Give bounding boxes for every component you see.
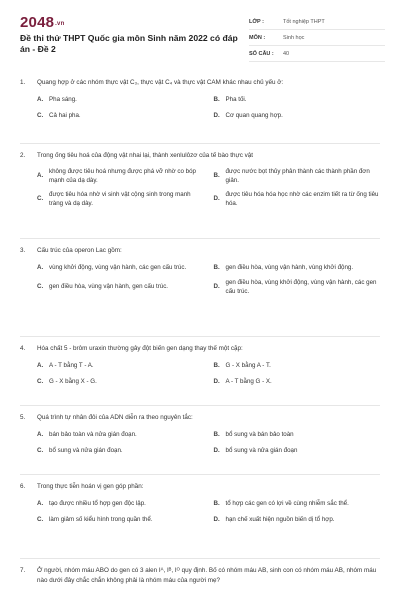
- option-letter: D.: [213, 111, 220, 119]
- answer-options: [37, 262, 380, 296]
- divider: [20, 558, 380, 559]
- question-5: [20, 413, 380, 456]
- option-d[interactable]: [214, 110, 381, 121]
- meta-row-count: [249, 46, 385, 62]
- option-text: G - X bằng X - G.: [49, 377, 97, 385]
- option-a[interactable]: [37, 262, 204, 273]
- logo-suffix: .vn: [55, 21, 65, 27]
- option-letter: B.: [213, 361, 220, 369]
- meta-value: Sinh học: [283, 34, 305, 41]
- question-4: [20, 344, 380, 387]
- option-d[interactable]: [214, 190, 381, 208]
- question-stem: Hóa chất 5 - brôm uraxin thường gây đột biến gen dạng thay thế một cặp:: [37, 345, 243, 352]
- option-text: G - X bằng A - T.: [225, 361, 271, 369]
- page-title: Đề thi thử THPT Quốc gia môn Sinh năm 2022 có đáp án - Đề 2: [20, 33, 238, 54]
- option-letter: A.: [37, 95, 44, 103]
- meta-label: LỚP :: [249, 18, 264, 25]
- option-a[interactable]: [37, 498, 204, 509]
- option-a[interactable]: [37, 360, 204, 371]
- question-number: 6.: [20, 483, 26, 490]
- option-text: bổ sung và nửa gián đoạn.: [49, 446, 123, 454]
- option-letter: C.: [37, 111, 44, 119]
- meta-value: Tốt nghiệp THPT: [283, 18, 325, 25]
- divider: [20, 474, 380, 475]
- option-text: hạn chế xuất hiện nguồn biến dị tổ hợp.: [225, 515, 335, 523]
- option-text: Cả hai pha.: [49, 111, 81, 119]
- option-letter: B.: [213, 263, 220, 271]
- option-letter: C.: [37, 377, 44, 385]
- divider: [20, 405, 380, 406]
- question-stem: Cấu trúc của operon Lac gồm:: [37, 247, 122, 254]
- option-letter: A.: [37, 172, 44, 179]
- option-d[interactable]: [214, 278, 381, 296]
- answer-options: [37, 94, 380, 121]
- divider: [20, 238, 380, 239]
- option-letter: B.: [213, 430, 220, 438]
- divider: [20, 336, 380, 337]
- option-text: làm giảm số kiểu hình trong quần thể.: [49, 515, 153, 523]
- option-text: Pha sáng.: [49, 95, 77, 103]
- option-text: A - T bằng G - X.: [225, 377, 272, 385]
- option-text: Cơ quan quang hợp.: [225, 111, 283, 119]
- option-letter: D.: [213, 515, 220, 523]
- option-b[interactable]: [214, 360, 381, 371]
- option-text: bổ sung và nửa gián đoạn: [225, 446, 298, 454]
- meta-row-class: [249, 14, 385, 30]
- option-letter: C.: [37, 515, 44, 523]
- question-stem: Quá trình tự nhân đôi của ADN diễn ra theo nguyên tắc:: [37, 414, 193, 421]
- question-number: 3.: [20, 247, 26, 254]
- question-stem: Trong ống tiêu hoá của động vật nhai lại, thành xenlulôzơ của tế bào thực vật: [37, 152, 254, 159]
- option-text: tạo được nhiều tổ hợp gen độc lập.: [49, 499, 146, 507]
- site-logo[interactable]: [20, 14, 64, 31]
- option-c[interactable]: [37, 445, 204, 456]
- option-a[interactable]: [37, 167, 204, 185]
- option-letter: B.: [213, 172, 220, 179]
- question-stem: Trong thực tiễn hoán vị gen góp phần:: [37, 483, 144, 490]
- option-letter: A.: [37, 263, 44, 271]
- option-b[interactable]: [214, 429, 381, 440]
- meta-row-subject: [249, 30, 385, 46]
- question-2: [20, 151, 380, 208]
- option-d[interactable]: [214, 514, 381, 525]
- question-stem: Quang hợp ở các nhóm thực vật C₃, thực vật C₄ và thực vật CAM khác nhau chủ yếu ở:: [37, 79, 284, 86]
- answer-options: [37, 429, 380, 456]
- option-text: không được tiêu hoá nhưng được phá vỡ nhờ co bóp mạnh của dạ dày.: [49, 167, 196, 184]
- question-number: 2.: [20, 152, 26, 159]
- option-letter: D.: [213, 446, 220, 454]
- question-7: [20, 566, 380, 585]
- question-number: 1.: [20, 79, 26, 86]
- option-c[interactable]: [37, 278, 204, 296]
- option-b[interactable]: [214, 498, 381, 509]
- option-letter: A.: [37, 499, 44, 507]
- option-d[interactable]: [214, 376, 381, 387]
- option-text: được tiêu hóa hóa học nhờ các enzim tiết ra từ ống tiêu hóa.: [225, 190, 379, 207]
- option-c[interactable]: [37, 190, 204, 208]
- option-d[interactable]: [214, 445, 381, 456]
- option-b[interactable]: [214, 262, 381, 273]
- option-c[interactable]: [37, 110, 204, 121]
- meta-value: 40: [283, 50, 290, 57]
- question-stem: Ở người, nhóm máu ABO do gen có 3 alen Iᴬ, Iᴮ, Iᴼ quy định. Bố có nhóm máu AB, sinh con có nhóm máu AB, nhóm máu nào dưới đây chắc chắn không phải là nhóm máu của người mẹ?: [37, 567, 377, 584]
- option-letter: D.: [213, 283, 220, 290]
- option-text: được nước bọt thủy phân thành các thành phần đơn giản.: [225, 167, 370, 184]
- option-letter: D.: [213, 195, 220, 202]
- question-3: [20, 246, 380, 296]
- answer-options: [37, 360, 380, 387]
- option-letter: C.: [37, 283, 44, 290]
- exam-meta-table: [249, 14, 385, 62]
- option-text: bán bảo toàn và nửa gián đoạn.: [49, 430, 137, 438]
- option-letter: D.: [213, 377, 220, 385]
- question-6: [20, 482, 380, 525]
- option-text: gen điều hòa, vùng vận hành, gen cấu trúc.: [49, 283, 169, 290]
- option-b[interactable]: [214, 94, 381, 105]
- option-c[interactable]: [37, 376, 204, 387]
- option-text: A - T bằng T - A.: [49, 361, 94, 369]
- option-text: tổ hợp các gen có lợi về cùng nhiễm sắc thể.: [225, 499, 349, 507]
- option-letter: A.: [37, 361, 44, 369]
- option-text: gen điều hòa, vùng vận hành, vùng khởi động.: [225, 263, 354, 271]
- option-letter: C.: [37, 446, 44, 454]
- option-letter: C.: [37, 195, 44, 202]
- option-text: vùng khởi động, vùng vận hành, các gen cấu trúc.: [49, 263, 187, 271]
- answer-options: [37, 167, 380, 208]
- option-c[interactable]: [37, 514, 204, 525]
- divider: [20, 143, 380, 144]
- question-number: 4.: [20, 345, 26, 352]
- question-number: 7.: [20, 567, 26, 574]
- option-text: được tiêu hóa nhờ vi sinh vật cộng sinh trong manh tràng và dạ dày.: [49, 190, 191, 207]
- option-text: Pha tối.: [225, 95, 247, 103]
- option-text: bổ sung và bán bảo toàn: [225, 430, 294, 438]
- logo-number: 2048: [20, 14, 55, 31]
- option-letter: B.: [213, 499, 220, 507]
- option-b[interactable]: [214, 167, 381, 185]
- question-1: [20, 78, 380, 121]
- option-letter: B.: [213, 95, 220, 103]
- meta-label: SỐ CÂU :: [249, 50, 274, 57]
- option-a[interactable]: [37, 429, 204, 440]
- option-a[interactable]: [37, 94, 204, 105]
- option-text: gen điều hòa, vùng khởi động, vùng vận hành, các gen cấu trúc.: [225, 278, 377, 295]
- answer-options: [37, 498, 380, 525]
- option-letter: A.: [37, 430, 44, 438]
- meta-label: MÔN :: [249, 34, 266, 41]
- question-number: 5.: [20, 414, 26, 421]
